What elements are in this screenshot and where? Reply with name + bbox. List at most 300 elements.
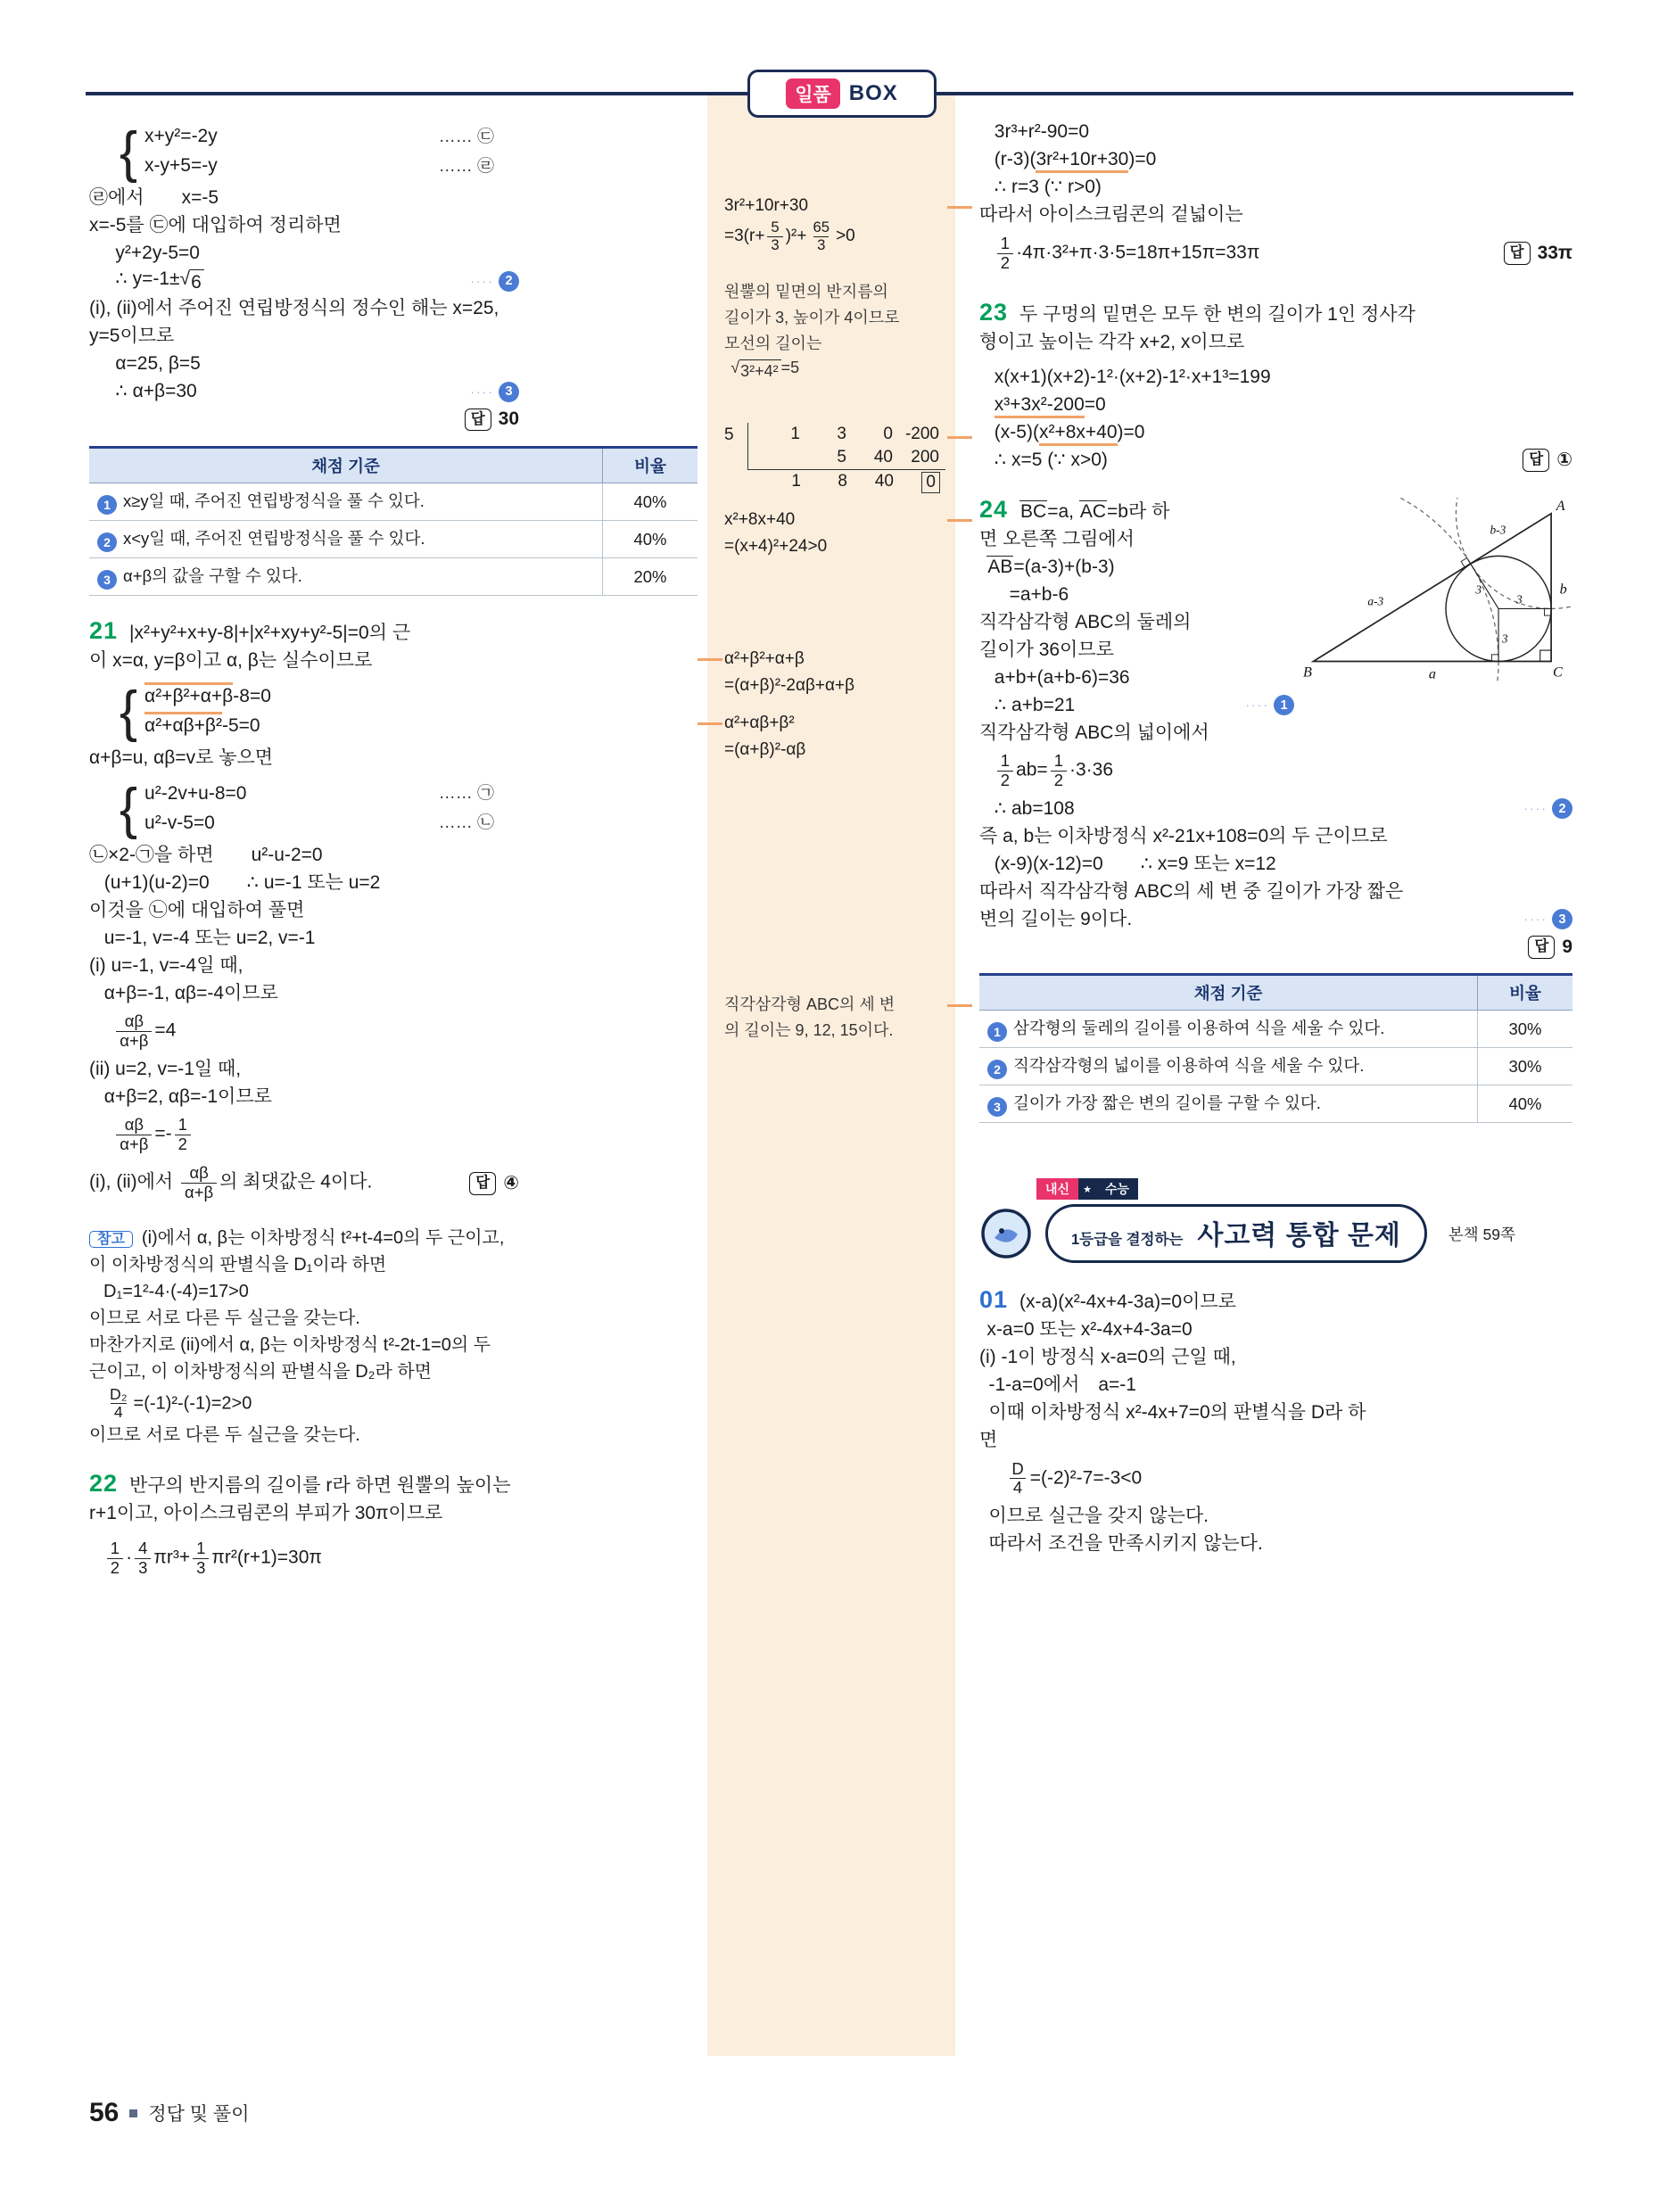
text	[995, 853, 1276, 876]
text	[144, 782, 246, 805]
text	[979, 975, 1572, 1011]
text: 1	[177, 1115, 187, 1135]
fraction	[997, 752, 1013, 789]
solution-line	[89, 870, 697, 897]
text	[724, 308, 900, 328]
ribbon-suneung: 수능	[1096, 1178, 1138, 1200]
badge-title: 사고력 통합 문제	[1197, 1221, 1401, 1251]
math-text: 이것을 ㉡에 대입하여 풀면	[89, 900, 305, 920]
text: -200	[904, 425, 939, 444]
text	[89, 1502, 442, 1525]
text: 2	[997, 253, 1013, 273]
segment-overline: BC	[1020, 500, 1047, 522]
highlight-underline: x²+8x+40	[1039, 422, 1118, 446]
math-text: =a+b-6	[1009, 583, 1069, 605]
problem-heading	[89, 617, 697, 648]
criterion-text: x≥y일 때, 주어진 연립방정식을 풀 수 있다.	[123, 491, 425, 510]
solution-line	[724, 219, 945, 253]
math-text: =(x+4)²+24>0	[724, 536, 828, 556]
fraction	[116, 1012, 152, 1050]
text: 2	[107, 1558, 123, 1578]
text	[104, 1085, 272, 1109]
math-text: 즉 a, b는 이차방정식 x²-21x+108=0의 두 근이므로	[979, 825, 1388, 846]
solution-line	[89, 1160, 697, 1208]
math-text: 면	[979, 1430, 998, 1451]
solution-line	[89, 897, 697, 925]
criterion-text: 직각삼각형의 넓이를 이용하여 식을 세울 수 있다.	[1013, 1056, 1365, 1076]
math-text: 길이가 36이므로	[979, 639, 1114, 660]
solution-line	[89, 295, 697, 323]
highlight-underline: x³+3x²-200	[995, 394, 1085, 418]
equation-tag: …… ㉠	[438, 784, 495, 804]
text	[979, 880, 1403, 904]
math-text: x-a=0 또는 x²-4x+4-3a=0	[986, 1319, 1193, 1341]
math-text: 이때 이차방정식 x²-4x+7=0의 판별식을 D라 하	[988, 1402, 1366, 1424]
problem-number: 23	[979, 299, 1009, 326]
solution-line	[979, 1455, 1572, 1503]
text	[89, 649, 372, 673]
solution-line	[979, 419, 1572, 447]
text	[89, 1361, 432, 1383]
solution-line	[724, 193, 945, 219]
solution-line	[89, 980, 697, 1008]
footer-square-icon	[129, 2109, 137, 2117]
answer-value: 30	[498, 409, 519, 430]
equation-system	[120, 120, 697, 184]
text	[754, 446, 945, 469]
solution-line	[979, 119, 1572, 146]
side-note	[724, 709, 945, 763]
text	[724, 648, 805, 670]
answer	[454, 408, 519, 431]
math-text: =3(r+	[724, 227, 765, 246]
step-number-circle: 3	[987, 1097, 1007, 1117]
text: ····	[470, 384, 494, 399]
text	[979, 1346, 1236, 1369]
math-text: (i), (ii)에서 주어진 연립방정식의 정수인 해는 x=25,	[89, 298, 499, 319]
text	[89, 1058, 241, 1081]
solution-line	[144, 780, 494, 809]
text	[979, 528, 1135, 551]
solution-line	[89, 648, 697, 675]
math-text: =-	[154, 1124, 172, 1145]
problem-heading	[979, 299, 1572, 329]
percentage-cell: 20%	[603, 558, 698, 596]
equation-system	[120, 682, 697, 741]
math-text: α=25, β=5	[115, 353, 201, 375]
problem	[979, 299, 1572, 357]
side-note	[724, 506, 945, 559]
math-text: (x-9)(x-12)=0 ∴ x=9 또는 x=12	[994, 853, 1276, 874]
text: D	[1011, 1458, 1024, 1478]
text	[129, 1474, 510, 1498]
text: 65	[813, 219, 830, 235]
math-text: ∴ x=5 (∵ x>0)	[994, 450, 1108, 470]
step-number-circle: 3	[499, 382, 519, 402]
text	[115, 380, 196, 403]
solution-line	[89, 745, 697, 772]
solution-line	[129, 620, 697, 648]
table-header: 채점 기준	[979, 975, 1478, 1011]
math-text: )=0	[1117, 422, 1145, 442]
tab-label-ilpum: 일품	[786, 78, 840, 109]
solution-block	[89, 185, 697, 433]
text	[724, 1020, 893, 1041]
percentage-cell: 30%	[1478, 1011, 1573, 1048]
text	[89, 325, 174, 348]
middle-annotation-column	[724, 134, 945, 1043]
math-text: 3r²+10r+30	[724, 196, 809, 216]
text: 3	[135, 1558, 151, 1578]
solution-line	[979, 933, 1572, 961]
vertex-label-B: B	[1303, 664, 1312, 681]
text: √	[179, 268, 191, 290]
math-text: =b라 하	[1107, 500, 1170, 522]
text	[989, 1374, 1136, 1397]
text: α+β	[116, 1135, 152, 1154]
text	[989, 1401, 1366, 1424]
text: 5	[771, 219, 780, 235]
math-text: a+b+(a+b-6)=36	[994, 666, 1130, 688]
math-text: =(-2)²-7=-3<0	[1029, 1467, 1143, 1489]
text: 40	[873, 448, 893, 467]
solution-line	[979, 1503, 1572, 1531]
fraction	[107, 1539, 123, 1577]
text	[995, 797, 1075, 821]
side-note	[724, 991, 945, 1043]
math-text: 마찬가지로 (ii)에서 α, β는 이차방정식 t²-2t-1=0의 두	[89, 1335, 491, 1356]
math-text: ㉡×2-㉠을 하면 u²-u-2=0	[89, 845, 323, 865]
step-number-circle: 1	[97, 495, 117, 515]
problem-heading	[89, 1470, 697, 1500]
solution-line	[89, 1252, 697, 1279]
math-text: (i) u=-1, v=-4일 때,	[89, 955, 243, 976]
problem-number: 01	[979, 1286, 1009, 1314]
text	[979, 639, 1114, 662]
text	[115, 242, 200, 265]
text: 4	[111, 1403, 127, 1422]
math-text: πr³+	[153, 1548, 191, 1569]
fraction	[175, 1116, 191, 1153]
step-marker	[1515, 798, 1572, 819]
text	[113, 1012, 176, 1050]
step-number-circle: 3	[1552, 909, 1572, 929]
fraction	[997, 235, 1013, 272]
math-text: 이므로 실근을 갖지 않는다.	[988, 1506, 1209, 1527]
text	[979, 1429, 997, 1452]
text	[724, 995, 895, 1015]
solution-line	[89, 1422, 697, 1449]
page-number: 56	[89, 2098, 120, 2127]
solution-line	[724, 356, 945, 382]
step-number-circle: 2	[1552, 798, 1572, 819]
text: 3	[193, 1558, 209, 1578]
text	[144, 714, 260, 738]
math-text: 3r³+r²-90=0	[994, 121, 1090, 143]
fraction	[193, 1539, 209, 1577]
math-text: α+β=2, αβ=-1이므로	[103, 1086, 272, 1107]
text	[995, 366, 1271, 389]
math-text: 따라서 직각삼각형 ABC의 세 변 중 길이가 가장 짧은	[979, 880, 1404, 902]
text: 1	[1000, 233, 1011, 252]
fraction	[1051, 752, 1067, 789]
text	[144, 125, 218, 148]
solution-line	[89, 842, 697, 870]
math-text: 두 구멍의 밑면은 모두 한 변의 길이가 1인 정사각	[1019, 304, 1416, 325]
solution-line	[724, 709, 945, 736]
percentage-cell: 30%	[1478, 1048, 1573, 1085]
solution-line	[979, 1372, 1572, 1399]
text: 4	[138, 1539, 148, 1558]
answer	[1517, 936, 1572, 959]
math-text: -5=0	[222, 715, 260, 736]
criterion-cell	[979, 1085, 1478, 1123]
segment-label-a-minus-3: a-3	[1367, 594, 1384, 608]
text: αβ	[124, 1115, 144, 1135]
vertex-label-C: C	[1553, 664, 1563, 681]
radius-label-3: 3	[1516, 592, 1523, 607]
fraction	[106, 1386, 131, 1422]
math-text: =0	[1084, 394, 1106, 415]
table-header: 채점 기준	[89, 448, 603, 483]
criterion-cell	[89, 521, 603, 558]
solution-line	[89, 1535, 697, 1583]
math-text: 따라서 조건을 만족시키지 않는다.	[988, 1533, 1263, 1555]
solution-line	[89, 185, 697, 212]
text	[979, 975, 1572, 1011]
text	[979, 203, 1243, 227]
segment-overline: AC	[1079, 500, 1107, 522]
math-text: 면 오른쪽 그림에서	[979, 528, 1135, 549]
math-text: u²-2v+u-8=0	[144, 783, 247, 804]
text: 2	[997, 771, 1013, 790]
text	[104, 1539, 322, 1577]
solution-line	[89, 953, 697, 980]
answer	[1493, 242, 1572, 265]
text	[995, 449, 1108, 472]
text	[995, 393, 1106, 417]
math-text: 반구의 반지름의 길이를 r라 하면 원뿔의 높이는	[129, 1475, 511, 1497]
percentage-cell: 40%	[1478, 1085, 1573, 1123]
text	[979, 331, 1244, 354]
text: 5	[837, 448, 846, 467]
math-text: u²-v-5=0	[144, 813, 215, 833]
text: 2	[1051, 771, 1067, 790]
text: 4	[1010, 1478, 1026, 1498]
text	[144, 780, 494, 838]
solution-line	[979, 202, 1572, 229]
math-text: 따라서 아이스크림콘의 겉넓이는	[979, 204, 1243, 226]
text	[1010, 583, 1069, 607]
criterion-cell	[979, 1048, 1478, 1085]
text: D₂	[110, 1384, 128, 1403]
solution-line	[144, 712, 494, 741]
step-number-circle: 3	[97, 570, 117, 590]
text	[129, 622, 410, 645]
math-text: )²+	[785, 227, 807, 246]
math-text: 이 x=α, y=β이고 α, β는 실수이므로	[89, 650, 373, 671]
math-text: ·4π·3²+π·3·5=18π+15π=33π	[1016, 242, 1260, 263]
exam-ribbon	[1036, 1178, 1138, 1200]
problem-number: 21	[89, 617, 119, 644]
math-text: =(a-3)+(b-3)	[1013, 556, 1115, 577]
math-text: y=5이므로	[89, 326, 175, 347]
text	[995, 752, 1113, 789]
math-text: (u+1)(u-2)=0 ∴ u=-1 또는 u=2	[103, 872, 381, 893]
step-number-circle: 2	[499, 271, 519, 292]
text	[979, 611, 1191, 634]
text	[104, 927, 316, 950]
math-text: y²+2y-5=0	[115, 243, 200, 264]
side-label-a: a	[1428, 665, 1437, 681]
text: ····	[1523, 801, 1548, 815]
math-text: (x-5)(	[994, 422, 1039, 442]
answer-box: 답	[1504, 242, 1531, 265]
text	[747, 469, 945, 495]
step-number-circle: 1	[1274, 695, 1294, 715]
criterion-text: x<y일 때, 주어진 연립방정식을 풀 수 있다.	[123, 529, 425, 548]
answer-box: 답	[465, 409, 491, 432]
side-label-b: b	[1559, 580, 1567, 597]
text	[89, 448, 697, 483]
solution-line	[979, 174, 1572, 202]
solution-line	[724, 736, 945, 763]
text	[103, 1281, 249, 1303]
solution-line	[89, 1008, 697, 1056]
vertex-label-A: A	[1556, 497, 1565, 514]
solution-line	[89, 1306, 697, 1333]
criterion-cell	[979, 1011, 1478, 1048]
equation-tag: …… ㉢	[438, 127, 495, 146]
solution-line	[724, 304, 945, 330]
text: 1	[196, 1539, 206, 1558]
solution-line	[979, 878, 1572, 905]
solution-line	[724, 991, 945, 1017]
text	[995, 120, 1089, 144]
math-text: =5	[780, 358, 800, 376]
text: 200	[911, 448, 939, 467]
special-section-banner	[979, 1178, 1572, 1263]
text: 8	[838, 472, 847, 491]
solution-line	[979, 392, 1572, 419]
solution-line	[144, 122, 494, 152]
answer-value: ①	[1556, 450, 1572, 470]
text	[724, 219, 855, 253]
text	[979, 825, 1388, 848]
solution-line	[724, 330, 945, 356]
radius-label-3: 3	[1475, 582, 1482, 596]
system-brace: {	[120, 120, 138, 184]
solution-line	[724, 506, 945, 532]
solution-line	[979, 553, 1294, 581]
step-marker	[461, 271, 519, 292]
solution-line	[979, 719, 1572, 747]
math-text: x-y+5=-y	[144, 155, 218, 177]
square-root	[730, 359, 780, 382]
text: ····	[1245, 697, 1269, 712]
text	[995, 148, 1157, 171]
text	[995, 421, 1145, 444]
fraction	[135, 1539, 151, 1577]
text	[89, 899, 304, 922]
answer-value: 33π	[1537, 242, 1572, 263]
problem	[979, 1286, 1572, 1558]
percentage-cell: 40%	[603, 483, 698, 521]
segment-label-b-minus-3: b-3	[1490, 523, 1506, 537]
side-note	[724, 193, 945, 253]
text	[89, 1424, 360, 1447]
text: √	[730, 358, 740, 376]
solution-block	[89, 842, 697, 1208]
text	[115, 268, 203, 294]
solution-line	[144, 682, 494, 712]
math-text: ∴ y=-1±	[115, 268, 180, 290]
math-text: |x²+y²+x+y-8|+|x²+xy+y²-5|=0의 근	[129, 623, 411, 643]
solution-line	[89, 351, 697, 378]
text	[754, 423, 945, 446]
math-text: (r-3)(	[994, 149, 1036, 170]
percentage-cell: 40%	[603, 521, 698, 558]
solution-block	[979, 364, 1572, 475]
solution-line	[979, 1531, 1572, 1558]
solution-line	[89, 1056, 697, 1084]
solution-line	[979, 691, 1294, 719]
text	[89, 1334, 491, 1357]
page-reference: 본책 59쪽	[1448, 1225, 1515, 1243]
math-text: >0	[836, 227, 855, 246]
solution-line	[724, 672, 945, 698]
reference-note	[89, 1226, 697, 1449]
solution-line	[979, 329, 1572, 357]
problem-number: 24	[979, 495, 1009, 523]
math-text: =4	[154, 1020, 177, 1042]
grading-table	[89, 446, 697, 596]
text	[104, 982, 278, 1005]
math-text: 길이가 3, 높이가 4이므로	[724, 308, 900, 326]
answer-box: 답	[1523, 449, 1549, 472]
step-number-circle: 2	[97, 532, 117, 552]
math-text: x+y²=-2y	[144, 126, 218, 147]
text	[144, 812, 215, 835]
text	[89, 297, 499, 320]
text	[724, 509, 795, 531]
solution-line	[979, 447, 1572, 475]
text	[979, 1204, 1572, 1263]
highlight-underline: 3r²+10r+30	[1036, 149, 1128, 173]
synthetic-division	[724, 423, 945, 495]
text	[103, 1386, 252, 1422]
criterion-cell	[89, 483, 603, 521]
math-text: 이므로 서로 다른 두 실근을 갖는다.	[89, 1308, 360, 1329]
text: 3	[837, 425, 846, 444]
solution-line	[144, 809, 494, 838]
solution-line	[129, 1473, 697, 1500]
text	[144, 682, 494, 741]
math-text: πr²(r+1)=30π	[211, 1548, 322, 1569]
math-text: ab=	[1016, 759, 1048, 780]
solution-line	[724, 1017, 945, 1043]
solution-line	[979, 1399, 1572, 1427]
math-text: =(α+β)²-αβ	[724, 739, 806, 759]
text: α+β	[181, 1183, 217, 1202]
text: 3	[767, 236, 782, 254]
table-row	[979, 1011, 1572, 1048]
step-number-circle: 2	[987, 1060, 1007, 1079]
math-text: ∴ α+β=30	[115, 381, 197, 402]
solution-line	[89, 1500, 697, 1528]
equation-system	[120, 777, 697, 840]
text	[995, 666, 1130, 689]
